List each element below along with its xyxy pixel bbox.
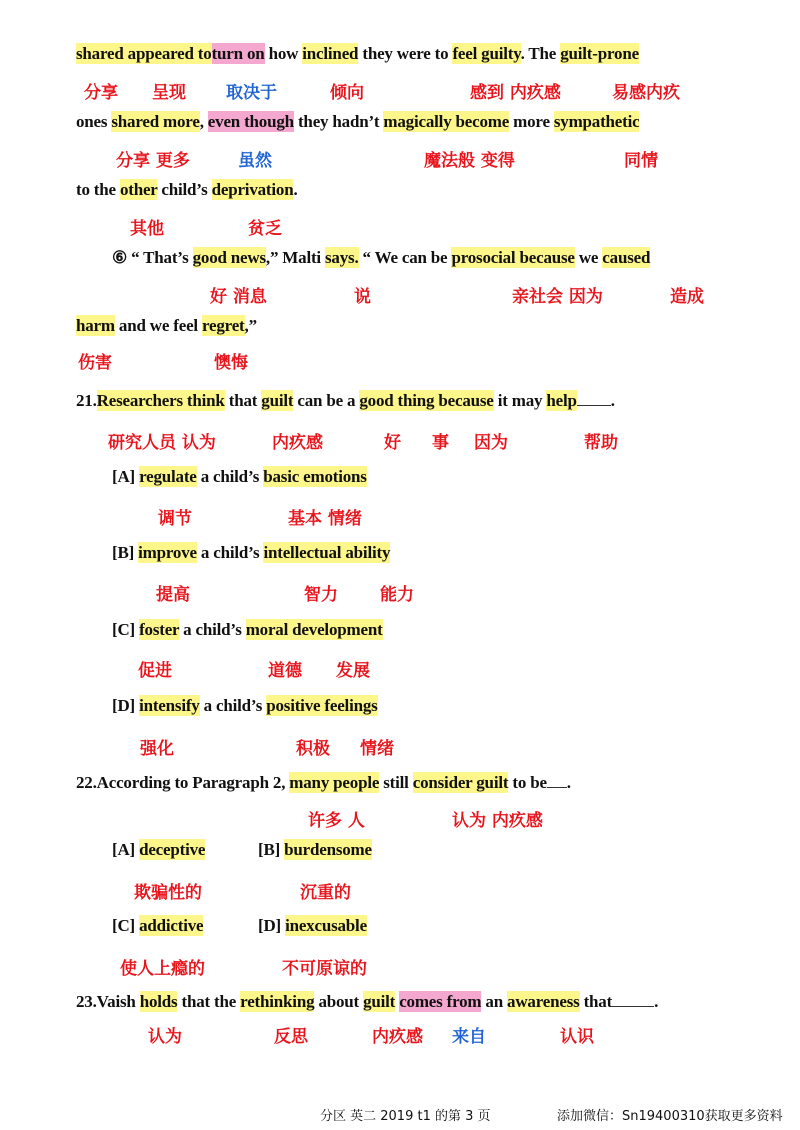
phrase: intellectual ability bbox=[263, 543, 391, 562]
option-letter: [D] bbox=[112, 696, 140, 715]
phrase: positive feelings bbox=[266, 696, 378, 715]
phrase: addictive bbox=[139, 916, 204, 935]
text: a child’s bbox=[199, 696, 267, 715]
passage-line-3 bbox=[76, 178, 800, 202]
text: that bbox=[224, 391, 262, 410]
phrase: inexcusable bbox=[285, 916, 367, 935]
annotation: 感到 内疚感 bbox=[470, 83, 561, 103]
promo-text: 添加微信：Sn19400310获取更多资料 bbox=[557, 1109, 783, 1124]
annotation: 贫乏 bbox=[248, 219, 282, 239]
option-letter: [A] bbox=[112, 467, 140, 486]
text: about bbox=[314, 992, 364, 1011]
annotation: 基本 情绪 bbox=[288, 509, 362, 529]
text: ⑥ “ That’s bbox=[112, 248, 193, 267]
text: they hadn’t bbox=[293, 112, 384, 131]
question-21-annotation bbox=[0, 428, 800, 454]
annotation: 同情 bbox=[624, 151, 658, 171]
text: an bbox=[481, 992, 508, 1011]
phrase: feel guilty bbox=[452, 44, 521, 63]
phrase: caused bbox=[602, 248, 651, 267]
text: , bbox=[199, 112, 208, 131]
annotation: 易感内疚 bbox=[612, 83, 680, 103]
annotation: 发展 bbox=[336, 661, 370, 681]
annotation: 使人上瘾的 bbox=[120, 959, 205, 979]
annotation-line-2 bbox=[0, 146, 800, 172]
phrase: regret bbox=[201, 316, 245, 335]
phrase: good thing because bbox=[359, 391, 494, 410]
text: how bbox=[268, 44, 299, 63]
phrase: sympathetic bbox=[553, 112, 640, 131]
annotation: 内疚感 bbox=[272, 433, 323, 453]
annotation: 来自 bbox=[452, 1027, 486, 1047]
annotation: 好 bbox=[384, 433, 401, 453]
option-21-d-annotation bbox=[0, 734, 800, 760]
phrase: moral development bbox=[245, 620, 383, 639]
text: 23.Vaish bbox=[76, 992, 140, 1011]
annotation: 懊悔 bbox=[214, 353, 248, 373]
option-letter: [C] bbox=[112, 620, 140, 639]
annotation: 不可原谅的 bbox=[282, 959, 367, 979]
question-21-stem bbox=[76, 389, 800, 413]
annotation: 倾向 bbox=[330, 83, 364, 103]
text: can be a bbox=[293, 391, 360, 410]
annotation: 造成 bbox=[670, 287, 704, 307]
question-23-annotation bbox=[0, 1022, 800, 1048]
phrase: shared appeared to bbox=[76, 44, 212, 63]
phrase: burdensome bbox=[284, 840, 372, 859]
phrase: holds bbox=[139, 992, 178, 1011]
annotation: 魔法般 变得 bbox=[424, 151, 515, 171]
text: ,” bbox=[244, 316, 257, 335]
text: child’s bbox=[157, 180, 212, 199]
passage-line-5 bbox=[76, 314, 800, 338]
annotation: 认识 bbox=[560, 1027, 594, 1047]
phrase: harm bbox=[76, 316, 115, 335]
annotation: 取决于 bbox=[226, 83, 277, 103]
annotation: 事 bbox=[432, 433, 449, 453]
option-21-c bbox=[112, 618, 800, 642]
page-footer bbox=[0, 1105, 800, 1127]
phrase: guilt-prone bbox=[560, 44, 639, 63]
phrase: consider guilt bbox=[412, 773, 509, 792]
phrase: intensify bbox=[139, 696, 200, 715]
phrase: comes from bbox=[399, 992, 482, 1011]
text: 22.According to Paragraph 2, bbox=[76, 773, 290, 792]
annotation: 说 bbox=[354, 287, 371, 307]
annotation: 促进 bbox=[138, 661, 172, 681]
phrase: says. bbox=[325, 248, 359, 267]
phrase: even though bbox=[207, 112, 294, 131]
annotation: 道德 bbox=[268, 661, 302, 681]
text: that the bbox=[177, 992, 241, 1011]
phrase: turn on bbox=[211, 44, 265, 63]
text: . The bbox=[520, 44, 561, 63]
annotation: 研究人员 认为 bbox=[108, 433, 216, 453]
annotation-line-1 bbox=[0, 78, 800, 104]
passage-line-4 bbox=[112, 246, 800, 270]
answer-blank bbox=[577, 391, 611, 406]
phrase: guilt bbox=[261, 391, 294, 410]
option-21-b-annotation bbox=[0, 580, 800, 606]
annotation: 内疚感 bbox=[372, 1027, 423, 1047]
annotation: 积极 bbox=[296, 739, 330, 759]
text: to the bbox=[76, 180, 120, 199]
option-letter: [B] bbox=[112, 543, 139, 562]
annotation: 因为 bbox=[474, 433, 508, 453]
annotation: 好 消息 bbox=[210, 287, 267, 307]
annotation: 帮助 bbox=[584, 433, 618, 453]
annotation: 伤害 bbox=[78, 353, 112, 373]
phrase: help bbox=[546, 391, 577, 410]
text: ,” Malti bbox=[265, 248, 326, 267]
annotation: 提高 bbox=[156, 585, 190, 605]
text: ones bbox=[76, 112, 112, 131]
option-22-ab-annotation bbox=[0, 878, 800, 904]
phrase: improve bbox=[138, 543, 197, 562]
annotation: 亲社会 因为 bbox=[512, 287, 603, 307]
text: a child’s bbox=[196, 467, 264, 486]
option-21-d bbox=[112, 694, 800, 718]
text: . bbox=[610, 391, 615, 410]
phrase: guilt bbox=[363, 992, 396, 1011]
answer-blank bbox=[612, 992, 654, 1007]
option-letter: [C] bbox=[112, 916, 140, 935]
annotation-line-5 bbox=[0, 348, 800, 374]
text: they were to bbox=[362, 44, 449, 63]
annotation: 反思 bbox=[274, 1027, 308, 1047]
option-21-c-annotation bbox=[0, 656, 800, 682]
option-22-d bbox=[258, 914, 800, 938]
text: more bbox=[509, 112, 554, 131]
text: a child’s bbox=[196, 543, 264, 562]
answer-blank bbox=[547, 773, 567, 788]
annotation: 沉重的 bbox=[300, 883, 351, 903]
text: to be bbox=[508, 773, 547, 792]
text: . bbox=[654, 992, 659, 1011]
option-21-a bbox=[112, 465, 800, 489]
annotation: 调节 bbox=[158, 509, 192, 529]
option-21-a-annotation bbox=[0, 504, 800, 530]
phrase: foster bbox=[139, 620, 180, 639]
annotation: 能力 bbox=[380, 585, 414, 605]
annotation: 许多 人 bbox=[308, 811, 365, 831]
phrase: magically become bbox=[383, 112, 510, 131]
phrase: other bbox=[119, 180, 158, 199]
page-number: 分区 英二 2019 t1 的第 3 页 bbox=[320, 1109, 491, 1124]
passage-line-2 bbox=[76, 110, 800, 134]
phrase: awareness bbox=[507, 992, 580, 1011]
question-23-stem bbox=[76, 990, 800, 1014]
annotation-line-4 bbox=[0, 282, 800, 308]
text: still bbox=[379, 773, 413, 792]
phrase: deceptive bbox=[139, 840, 206, 859]
annotation: 强化 bbox=[140, 739, 174, 759]
text: that bbox=[579, 992, 613, 1011]
phrase: basic emotions bbox=[263, 467, 367, 486]
phrase: good news bbox=[192, 248, 266, 267]
phrase: rethinking bbox=[240, 992, 315, 1011]
text: a child’s bbox=[179, 620, 246, 639]
annotation: 认为 内疚感 bbox=[452, 811, 543, 831]
annotation: 其他 bbox=[130, 219, 164, 239]
phrase: Researchers think bbox=[96, 391, 225, 410]
annotation: 虽然 bbox=[238, 151, 272, 171]
annotation: 智力 bbox=[304, 585, 338, 605]
text: it may bbox=[493, 391, 547, 410]
annotation: 分享 更多 bbox=[116, 151, 190, 171]
text: and we feel bbox=[114, 316, 202, 335]
phrase: regulate bbox=[139, 467, 197, 486]
option-letter: [D] bbox=[258, 916, 286, 935]
option-22-b bbox=[258, 838, 800, 862]
question-22-stem bbox=[76, 771, 800, 795]
annotation-line-3 bbox=[0, 214, 800, 240]
option-22-cd-annotation bbox=[0, 954, 800, 980]
option-21-b bbox=[112, 541, 800, 565]
annotation: 认为 bbox=[148, 1027, 182, 1047]
text: “ We can be bbox=[358, 248, 452, 267]
text: . bbox=[566, 773, 571, 792]
text: we bbox=[574, 248, 603, 267]
annotation: 欺骗性的 bbox=[134, 883, 202, 903]
phrase: prosocial because bbox=[451, 248, 575, 267]
option-letter: [A] bbox=[112, 840, 140, 859]
question-number: 21. bbox=[76, 391, 97, 410]
annotation: 情绪 bbox=[360, 739, 394, 759]
phrase: deprivation bbox=[211, 180, 294, 199]
annotation: 分享 bbox=[84, 83, 118, 103]
annotation: 呈现 bbox=[152, 83, 186, 103]
phrase: many people bbox=[289, 773, 380, 792]
phrase: shared more bbox=[111, 112, 200, 131]
text: . bbox=[293, 180, 298, 199]
option-letter: [B] bbox=[258, 840, 285, 859]
phrase: inclined bbox=[302, 44, 359, 63]
passage-line-1 bbox=[76, 42, 800, 66]
question-22-annotation bbox=[0, 806, 800, 832]
